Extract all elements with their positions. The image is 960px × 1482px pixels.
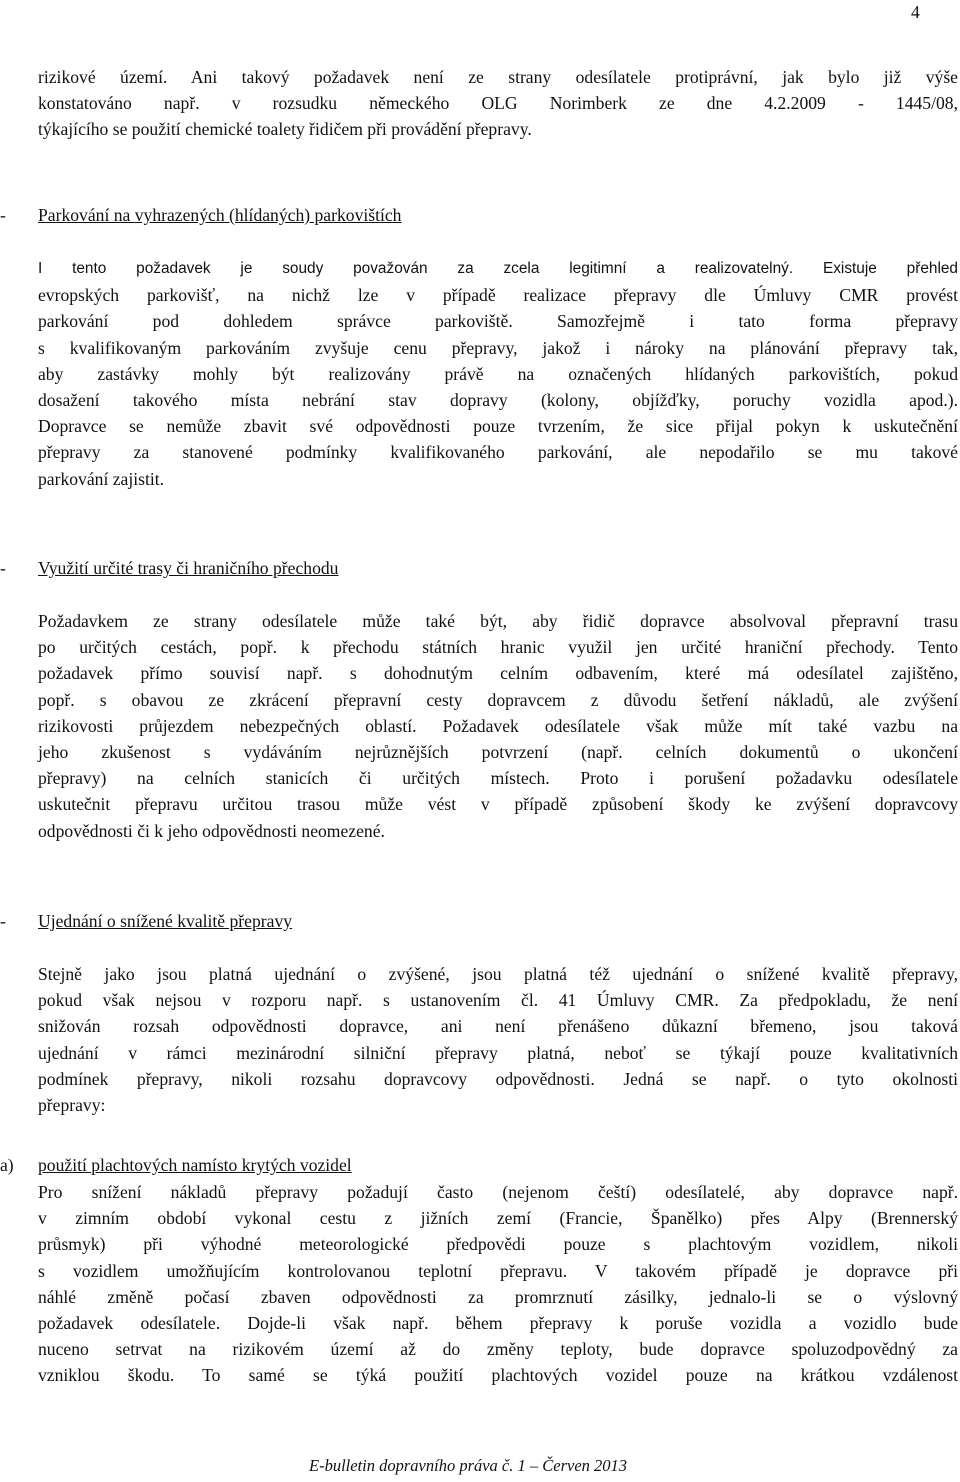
text-line: dosažení takového místa nebrání stav dopravy (kolony, objížďky, poruchy vozidla apod.).	[38, 389, 958, 410]
item-a-heading	[0, 1152, 958, 1178]
text-line: týkajícího se použití chemické toalety řidičem při provádění přepravy.	[38, 119, 532, 140]
section-heading-parking	[0, 202, 958, 228]
text-line: přepravy) na celních stanicích či určitých místech. Proto i porušení požadavku odesílatele	[38, 768, 958, 789]
heading-text: Ujednání o snížené kvalitě přepravy	[38, 911, 293, 931]
text-line: Stejně jako jsou platná ujednání o zvýšené, jsou platná též ujednání o snížené kvalitě přepravy,	[38, 964, 958, 984]
heading-text: Parkování na vyhrazených (hlídaných) parkovištích	[38, 205, 402, 225]
text-line: Pro snížení nákladů přepravy požadují často (nejenom čeští) odesílatelé, aby dopravce např.	[38, 1182, 958, 1202]
text-line: odpovědnosti či k jeho odpovědnosti neomezené.	[38, 820, 385, 841]
text-line: snižován rozsah odpovědnosti dopravce, ani není přenášeno důkazní břemeno, jsou taková	[38, 1016, 958, 1037]
text-line: rizikové území. Ani takový požadavek není ze strany odesílatele protiprávní, jak bylo již výše	[38, 67, 958, 87]
section-paragraph-parking	[38, 256, 958, 492]
text-line: náhlé změně počasí zbaven odpovědnosti za promrznutí zásilky, jednalo-li se o výslovný	[38, 1286, 958, 1307]
text-line: konstatováno např. v rozsudku německého OLG Norimberk ze dne 4.2.2009 - 1445/08,	[38, 93, 958, 114]
intro-paragraph	[38, 64, 958, 143]
section-heading-route	[0, 555, 958, 581]
text-line: rizikovosti průjezdem nebezpečných oblastí. Požadavek odesílatele však může mít také vazbu na	[38, 715, 958, 736]
text-line: I tento požadavek je soudy považován za zcela legitimní a realizovatelný. Existuje přehled	[38, 260, 958, 277]
heading-text: použití plachtových namísto krytých vozidel	[38, 1155, 352, 1175]
text-line: s kvalifikovaným parkováním zvyšuje cenu přepravy, jakož i nároky na plánování přepravy tak,	[38, 337, 958, 358]
section-paragraph-route	[38, 608, 958, 844]
text-line: parkování pod dohledem správce parkoviště. Samozřejmě i tato forma přepravy	[38, 311, 958, 332]
bullet-dash: -	[0, 558, 6, 578]
text-line: ujednání v rámci mezinárodní silniční přepravy platná, neboť se týkají pouze kvalitativních	[38, 1042, 958, 1063]
bullet-dash: -	[0, 911, 6, 931]
text-line: s vozidlem umožňujícím kontrolovanou teplotní přepravu. V takovém případě je dopravce při	[38, 1260, 958, 1281]
text-line: požadavek odesílatele. Dojde-li však např. během přepravy k poruše vozidla a vozidlo bude	[38, 1312, 958, 1333]
section-heading-quality	[0, 908, 958, 934]
text-line: evropských parkovišť, na nichž lze v případě realizace přepravy dle Úmluvy CMR provést	[38, 285, 958, 306]
text-line: Dopravce se nemůže zbavit své odpovědnosti pouze tvrzením, že sice přijal pokyn k uskutečnění	[38, 416, 958, 437]
text-line: jeho zkušenost s vydáváním nejrůznějších potvrzení (např. celních dokumentů o ukončení	[38, 741, 958, 762]
text-line: přepravy za stanovené podmínky kvalifikovaného parkování, ale nepodařilo se mu takové	[38, 442, 958, 463]
text-line: aby zastávky mohly být realizovány právě na označených hlídaných parkovištích, pokud	[38, 363, 958, 384]
text-line: parkování zajistit.	[38, 468, 165, 489]
page-number: 4	[911, 2, 920, 22]
text-line: pokud však nejsou v rozporu např. s ustanovením čl. 41 Úmluvy CMR. Za předpokladu, že není	[38, 990, 958, 1011]
text-line: přepravy:	[38, 1094, 106, 1115]
text-line: v zimním období vykonal cestu z jižních zemí (Francie, Španělko) přes Alpy (Brennerský	[38, 1208, 958, 1229]
text-line: popř. s obavou ze zkrácení přepravní cesty dopravcem z důvodu šetření nákladů, ale zvýšení	[38, 689, 958, 710]
text-line: vzniklou škodu. To samé se týká použití plachtových vozidel pouze na krátkou vzdálenost	[38, 1365, 958, 1386]
text-line: nuceno setrvat na rizikovém území až do změny teploty, bude dopravce spoluzodpovědný za	[38, 1339, 958, 1360]
page-footer: E-bulletin dopravního práva č. 1 – Červen 2013	[309, 1456, 628, 1475]
text-line: po určitých cestách, popř. k přechodu státních hranic využil jen určité hraniční přechody. Tento	[38, 637, 958, 658]
bullet-dash: -	[0, 205, 6, 225]
text-line: Požadavkem ze strany odesílatele může také být, aby řidič dopravce absolvoval přepravní trasu	[38, 611, 958, 631]
text-line: podmínek přepravy, nikoli rozsahu dopravcovy odpovědnosti. Jedná se např. o tyto okolnosti	[38, 1068, 958, 1089]
text-line: uskutečnit přepravu určitou trasou může vést v případě způsobení škody ke zvýšení dopravcovy	[38, 794, 958, 815]
item-a-paragraph	[38, 1179, 958, 1389]
heading-text: Využití určité trasy či hraničního přechodu	[38, 558, 339, 578]
text-line: průsmyk) při výhodné meteorologické předpovědi pouze s plachtovým vozidlem, nikoli	[38, 1234, 958, 1255]
section-paragraph-quality	[38, 961, 958, 1118]
list-marker: a)	[0, 1155, 14, 1175]
text-line: požadavek přímo souvisí např. s dohodnutým celním odbavením, které má odesílatel zajištěno,	[38, 663, 958, 684]
